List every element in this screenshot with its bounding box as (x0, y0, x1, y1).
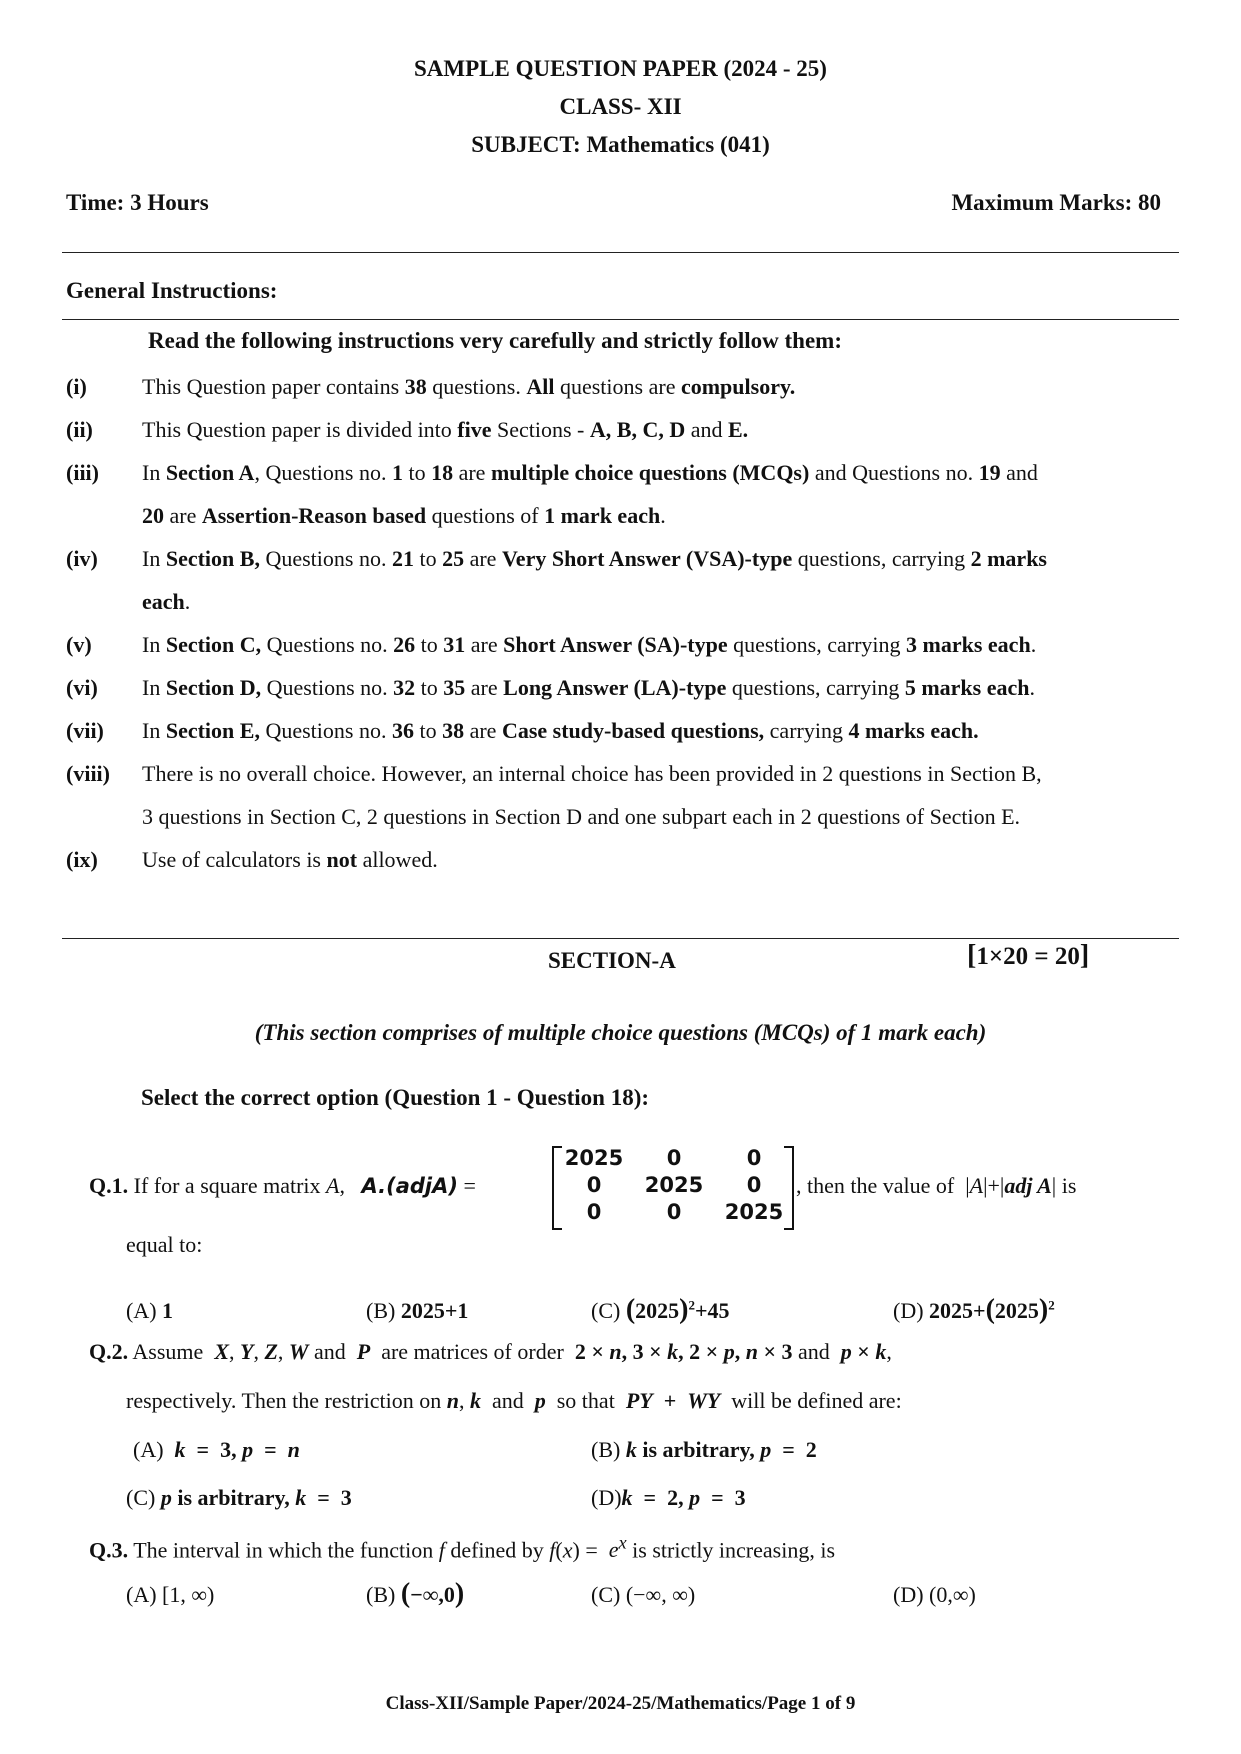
paper-title: SAMPLE QUESTION PAPER (2024 - 25) (414, 56, 827, 81)
instruction-text: In Section A, Questions no. 1 to 18 are multiple choice questions (MCQs) and Questions no. 19 and (142, 460, 1038, 485)
matrix-cell: 0 (666, 1146, 682, 1170)
q1-option-a[interactable]: (A) 1 (126, 1298, 174, 1323)
matrix-cell: 0 (586, 1173, 602, 1197)
class-line: CLASS- XII (559, 94, 682, 119)
q1-option-d[interactable]: (D) $2025+(2025)^2$ (893, 1294, 1055, 1325)
instruction-number: (vi) (66, 675, 98, 700)
q1-matrix (552, 1146, 794, 1226)
instruction-text: In Section E, Questions no. 36 to 38 are Case study-based questions, carrying 4 marks each. (142, 718, 979, 743)
page-footer: Class-XII/Sample Paper/2024-25/Mathematics/Page 1 of 9 (385, 1693, 856, 1714)
q3-option-c[interactable]: (C) (−∞, ∞) (591, 1582, 696, 1607)
q2-stem: Q.2. Assume X, Y, Z, W and P are matrices of order 2 × n, 3 × k, 2 × p, n × 3 and p × k, (89, 1339, 892, 1364)
instruction-text: In Section B, Questions no. 21 to 25 are Very Short Answer (VSA)-type questions, carrying 2 marks (142, 546, 1047, 571)
q3-option-d[interactable]: (D) (0,∞) (893, 1582, 976, 1607)
matrix-cell: 0 (586, 1200, 602, 1224)
option-letter: (C) (591, 1298, 621, 1323)
q2-stem-cont: respectively. Then the restriction on n, k and p so that PY + WY will be defined are: (126, 1388, 902, 1413)
instruction-text-cont: 20 are Assertion-Reason based questions of 1 mark each. (142, 503, 666, 528)
q1-option-b[interactable]: (B) 2025+1 (366, 1298, 469, 1323)
q3-stem: Q.3. The interval in which the function f defined by $f(x) = e^x$ is strictly increasing, is (89, 1533, 836, 1563)
section-a-title: SECTION-A (548, 948, 676, 973)
instruction-number: (vii) (66, 718, 104, 743)
matrix-cell: 0 (666, 1200, 682, 1224)
instruction-text-cont: 3 questions in Section C, 2 questions in Section D and one subpart each in 2 questions of Section E. (142, 804, 1021, 829)
max-marks-label: Maximum Marks: 80 (951, 190, 1161, 215)
instruction-number: (iv) (66, 546, 98, 571)
option-letter: (A) (126, 1298, 157, 1323)
general-instructions-heading: General Instructions: (66, 278, 278, 303)
matrix-cell: 2025 (564, 1146, 624, 1170)
instruction-number: (viii) (66, 761, 110, 786)
instruction-text: In Section C, Questions no. 26 to 31 are Short Answer (SA)-type questions, carrying 3 marks each. (142, 632, 1037, 657)
q2-option-c[interactable]: (C) p is arbitrary, k = 3 (126, 1485, 352, 1510)
q3-option-a[interactable]: (A) [1, ∞) (126, 1582, 215, 1607)
instruction-text: Use of calculators is not allowed. (142, 847, 438, 872)
q3-option-b[interactable]: (B) (−∞,0) (366, 1578, 465, 1609)
time-label: Time: 3 Hours (66, 190, 209, 215)
q1-label: Q.1. (89, 1173, 129, 1198)
q1-stem-end: equal to: (126, 1232, 203, 1257)
q2-option-b[interactable]: (B) k is arbitrary, p = 2 (591, 1437, 817, 1462)
instruction-number: (ii) (66, 417, 93, 442)
instruction-text: There is no overall choice. However, an internal choice has been provided in 2 questions in Section B, (142, 761, 1042, 786)
instruction-number: (i) (66, 374, 87, 399)
section-a-marks-text: 1×20 = 20 (976, 943, 1080, 970)
matrix-cell: 0 (746, 1146, 762, 1170)
q1-stem-cont: , then the value of |A|+|adj A| is (796, 1173, 1077, 1198)
divider (62, 252, 1179, 253)
q1-stem: Q.1. If for a square matrix A, A.(adjA) = (89, 1173, 476, 1198)
matrix-cell: 2025 (724, 1200, 784, 1224)
instruction-number: (ix) (66, 847, 98, 872)
matrix-cell: 0 (746, 1173, 762, 1197)
instruction-number: (v) (66, 632, 92, 657)
instruction-text: In Section D, Questions no. 32 to 35 are Long Answer (LA)-type questions, carrying 5 marks each. (142, 675, 1035, 700)
q2-option-a[interactable]: (A) k = 3, p = n (133, 1437, 300, 1462)
instruction-number: (iii) (66, 460, 99, 485)
section-a-description: (This section comprises of multiple choice questions (MCQs) of 1 mark each) (254, 1020, 987, 1045)
instruction-text: This Question paper is divided into five Sections - A, B, C, D and E. (142, 417, 749, 442)
divider (62, 319, 1179, 320)
select-correct-option: Select the correct option (Question 1 - Question 18): (141, 1085, 650, 1110)
option-letter: (D) (893, 1298, 924, 1323)
subject-line: SUBJECT: Mathematics (041) (471, 132, 770, 157)
instructions-intro: Read the following instructions very carefully and strictly follow them: (148, 328, 842, 353)
instruction-text-cont: each. (142, 589, 191, 614)
instruction-text: This Question paper contains 38 questions. All questions are compulsory. (142, 374, 796, 399)
matrix-cell: 2025 (644, 1173, 704, 1197)
q3-label: Q.3. (89, 1537, 129, 1563)
q2-label: Q.2. (89, 1339, 129, 1364)
q2-option-d[interactable]: (D)k = 2, p = 3 (591, 1485, 746, 1510)
section-a-marks: [1×20 = 20] (967, 940, 1090, 971)
divider (62, 938, 1179, 939)
option-letter: (B) (366, 1298, 396, 1323)
q1-option-c[interactable]: (C) $(2025)^2+45$ (591, 1294, 730, 1325)
